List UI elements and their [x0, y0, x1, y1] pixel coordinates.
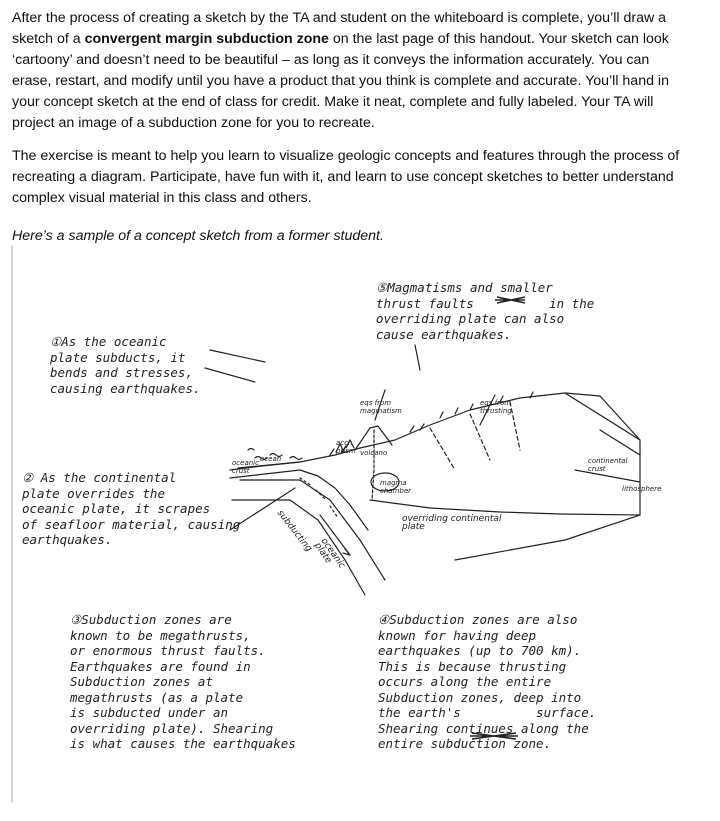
- note-2: ② As the continental plate overrides the oceanic plate, it scrapes of seafloor material, causing earthquakes.: [22, 470, 241, 547]
- instructions-bold-term: convergent margin subduction zone: [84, 31, 329, 47]
- label-lithosphere: lithosphere: [622, 485, 662, 493]
- label-magma-chamber: magma chamber: [380, 479, 412, 495]
- label-volcano: volcano: [360, 449, 388, 457]
- purpose-paragraph: The exercise is meant to help you learn to visualize geologic concepts and features through the process of recreating a diagram. Participate, have fun with it, and learn to use concept sketches to better understand complex visual material in this class and others.: [12, 148, 680, 206]
- label-overriding-plate: overriding continental plate: [402, 514, 502, 532]
- label-continental-crust: continental crust: [588, 457, 628, 473]
- sketch-caption: Here’s a sample of a concept sketch from a former student.: [12, 228, 384, 244]
- label-ocean: ocean: [260, 455, 282, 463]
- overriding-plate-base: [370, 500, 640, 515]
- slab-top: [240, 480, 385, 580]
- instructions-text-start: After the process of creating a sketch by the TA and student on the whiteboard is complete, you’ll draw a sketch of a: [12, 10, 667, 47]
- label-oceanic-plate: oceanic plate: [312, 536, 347, 571]
- note-5: ⑤Magmatisms and smaller thrust faults in the overriding plate can also cause earthquakes.: [376, 280, 595, 342]
- label-subducting: subducting: [274, 508, 314, 554]
- label-oceanic-crust: oceanic crust: [232, 459, 259, 475]
- label-eqs-thrusting: eqs from thrusting: [480, 399, 512, 415]
- note-1: ①As the oceanic plate subducts, it bends and stresses, causing earthquakes.: [50, 334, 201, 396]
- label-eqs-magmatism: eqs from magmatism: [360, 399, 402, 415]
- note-3: ③Subduction zones are known to be megathrusts, or enormous thrust faults. Earthquakes are found in Subduction zones at megathrusts (as a plate is subducted under an overriding plate). Shearing is what causes the earthquakes: [70, 612, 296, 751]
- note-4: ④Subduction zones are also known for having deep earthquakes (up to 700 km). This is because thrusting occurs along the entire Subduction zones, deep into the earth's surface. Shearing continues along the entire subduction zone.: [378, 612, 597, 751]
- label-arc-prism: accr. prism: [336, 439, 356, 455]
- instructions-text-end: on the last page of this handout. Your sketch can look ‘cartoony’ and doesn’t need to be beautiful – as long as it conveys the information accurately. You can erase, restart, and modify until you have a product that you think is complete and accurate. You’ll hand in your concept sketch at the end of class for credit. Make it neat, complete and fully labeled. Your TA will project an image of a subduction zone for you to recreate.: [12, 31, 669, 131]
